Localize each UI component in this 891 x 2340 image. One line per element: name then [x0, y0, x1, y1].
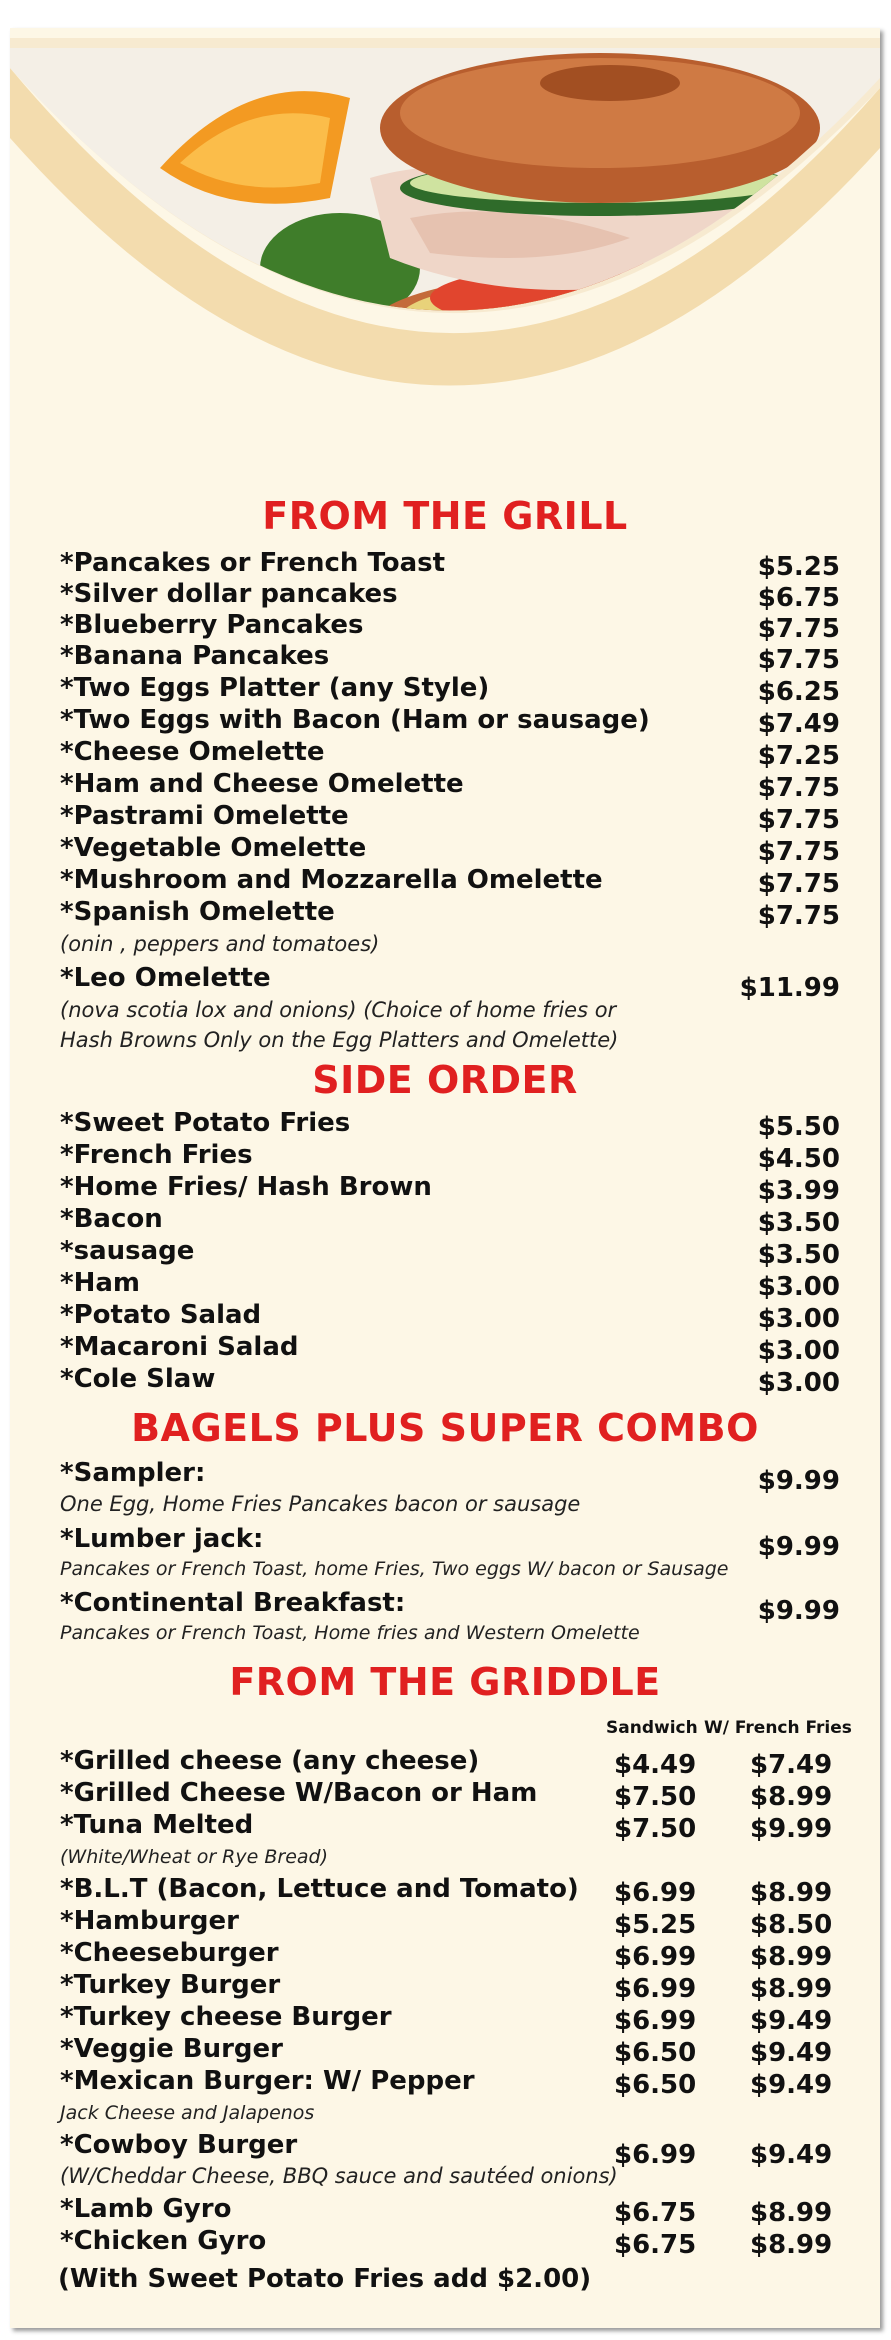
section-title-side-order: SIDE ORDER [312, 1058, 578, 1102]
menu-item: *Ham $3.00 [60, 1268, 840, 1302]
menu-item: *Silver dollar pancakes $6.75 [60, 579, 840, 613]
item-note: Pancakes or French Toast, home Fries, Two eggs W/ bacon or Sausage [60, 1558, 729, 1580]
menu-item: *Banana Pancakes $7.75 [60, 641, 840, 675]
item-note: (nova scotia lox and onions) (Choice of home fries or [60, 998, 617, 1022]
menu-item: *Spanish Omelette $7.75 [60, 897, 840, 931]
menu-item: *Cheese Omelette $7.25 [60, 737, 840, 771]
item-note: (W/Cheddar Cheese, BBQ sauce and sautéed onions) [60, 2164, 618, 2188]
section-title-combo: BAGELS PLUS SUPER COMBO [131, 1406, 759, 1450]
menu-item: *Vegetable Omelette $7.75 [60, 833, 840, 867]
bagel-sandwich-photo [10, 28, 880, 498]
menu-item: *Sampler: $9.99 [60, 1458, 840, 1496]
footer-note: (With Sweet Potato Fries add $2.00) [58, 2264, 592, 2294]
column-header-sandwich: Sandwich [606, 1718, 698, 1738]
menu-item: *Macaroni Salad $3.00 [60, 1332, 840, 1366]
menu-item: *Sweet Potato Fries $5.50 [60, 1108, 840, 1142]
item-note: One Egg, Home Fries Pancakes bacon or sausage [60, 1492, 581, 1516]
menu-item: *French Fries $4.50 [60, 1140, 840, 1174]
menu-item: *Cole Slaw $3.00 [60, 1364, 840, 1398]
item-note: (White/Wheat or Rye Bread) [60, 1846, 329, 1868]
menu-item: *Home Fries/ Hash Brown $3.99 [60, 1172, 840, 1206]
item-note: Jack Cheese and Jalapenos [60, 2102, 315, 2124]
item-note: Hash Browns Only on the Egg Platters and Omelette) [60, 1028, 619, 1052]
menu-item: *Leo Omelette $11.99 [60, 963, 840, 1003]
menu-item: *Two Eggs with Bacon (Ham or sausage) $7.49 [60, 705, 840, 739]
section-title-griddle: FROM THE GRIDDLE [229, 1660, 661, 1704]
menu-item: *Lumber jack: $9.99 [60, 1524, 840, 1562]
menu-item: *Continental Breakfast: $9.99 [60, 1588, 840, 1626]
item-note: (onin , peppers and tomatoes) [60, 932, 380, 956]
column-header-french-fries: W/ French Fries [704, 1718, 852, 1738]
menu-item: *Pancakes or French Toast $5.25 [60, 548, 840, 582]
menu-item: *Two Eggs Platter (any Style) $6.25 [60, 673, 840, 707]
menu-item: *Ham and Cheese Omelette $7.75 [60, 769, 840, 803]
section-title-grill: FROM THE GRILL [262, 494, 628, 538]
menu-item: *Mushroom and Mozzarella Omelette $7.75 [60, 865, 840, 899]
menu-item: *sausage $3.50 [60, 1236, 840, 1270]
item-note: Pancakes or French Toast, Home fries and Western Omelette [60, 1622, 640, 1644]
menu-item: *Pastrami Omelette $7.75 [60, 801, 840, 835]
menu-item: *Potato Salad $3.00 [60, 1300, 840, 1334]
menu-item: *Blueberry Pancakes $7.75 [60, 610, 840, 644]
menu-item: *Bacon $3.50 [60, 1204, 840, 1238]
menu-page: FROM THE GRILL *Pancakes or French Toast $5.25 *Silver dollar pancakes $6.75 *Blueberry Pancakes $7.75 *Banana Pancakes $7.75 *Two Eggs Platter (any Style) $6.25 *Two Eggs with Bacon (Ham or sausage) $7.49 *Cheese Omelette $7.25 *Ham and Cheese Omelette $7.75 *Pastrami Omelette $7.75 *Vegetable Omelette $7.75 *Mushroom and Mozzarella Omelette $7.75 *Spanish Omelette $7.75 (onin , peppers and tomatoes) *Leo Omelette $11.99 (nova scotia lox and onions) (Choice of home fries or Hash Browns Only on the Egg Platters and Omelette) SIDE ORDER *Sweet Potato Fries $5.50 *French Fries $4.50 *Home Fries/ Hash Brown $3.99 *Bacon $3.50 *sausage $3.50 *Ham $3.00 *Potato Salad $3.00 *Macaroni Salad $3.00 *Cole Slaw $3.00 BAGELS PLUS SUPER COMBO *Sampler: $9.99 One Egg, Home Fries Pancakes bacon or sausage *Lumber jack: $9.99 Pancakes or French Toast, home Fries, Two eggs W/ bacon or Sausage *Continental Breakfast: $9.99 Pancakes or French Toast, Home fries and Western Omelette FROM THE GRIDDLE Sandwich W/ French Fries *Grilled cheese (any cheese) $4.49 $7.49 *Grilled Cheese W/Bacon or Ham $7.50 $8.99 *Tuna Melted $7.50 $9.99 (White/Wheat or Rye Bread) *B.L.T (Bacon, Lettuce and Tomato) $6.99 $8.99 *Hamburger $5.25 $8.50 *Cheeseburger $6.99 $8.99 *Turkey Burger $6.99 $8.99 *Turkey cheese Burger $6.99 $9.49 *Veggie Burger $6.50 $9.49 *Mexican Burger: W/ Pepper $6.50 $9.49 Jack Cheese and Jalapenos *Cowboy Burger $6.99 $9.49 (W/Cheddar Cheese, BBQ sauce and sautéed onions) *Lamb Gyro $6.75 $8.99 *Chicken Gyro $6.75 $8.99 (With Sweet Potato Fries add $2.00) [10, 28, 880, 2328]
